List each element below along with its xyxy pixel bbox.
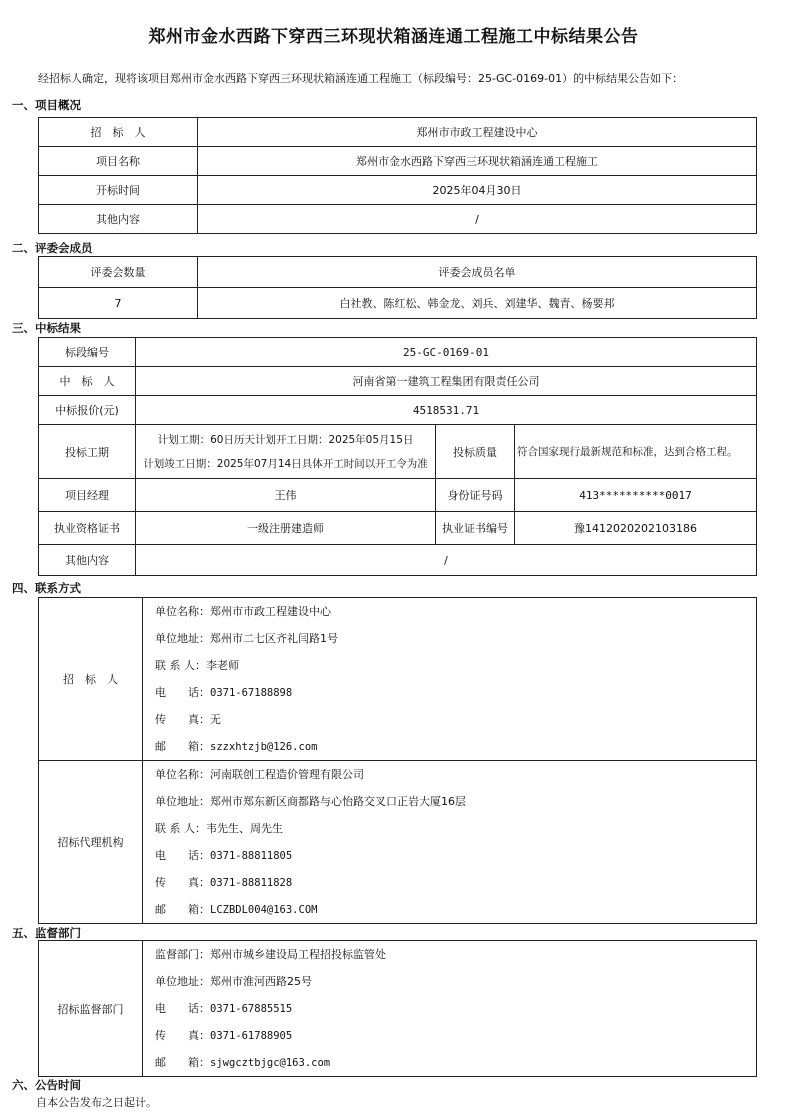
tenderer-contact-block (143, 598, 757, 761)
qualification-cert-value: 一级注册建造师 (136, 512, 436, 545)
committee-names-label: 评委会成员名单 (198, 257, 757, 288)
tenderer-person-line: 联 系 人：李老师 (155, 659, 239, 672)
winner-label: 中 标 人 (39, 367, 136, 396)
qualification-cert-label: 执业资格证书 (39, 512, 136, 545)
supervision-table (38, 940, 757, 1077)
result-other-label: 其他内容 (39, 545, 136, 576)
agency-contact-block (143, 761, 757, 924)
tenderer-email-line: 邮 箱：szzxhtzjb@126.com (155, 740, 318, 753)
agency-phone-line: 电 话：0371-88811805 (155, 849, 293, 862)
bid-period-line-2: 计划竣工日期：2025年07月14日具体开工时间以开工令为准 (143, 457, 428, 470)
cert-number-label: 执业证书编号 (436, 512, 515, 545)
agency-role-label: 招标代理机构 (39, 761, 143, 924)
tenderer-fax-line: 传 真：无 (155, 713, 221, 726)
committee-names-value: 白社教、陈红松、韩金龙、刘兵、刘建华、魏青、杨要邦 (198, 288, 757, 319)
bid-period-label: 投标工期 (39, 425, 136, 479)
bid-quality-value: 符合国家现行最新规范和标准，达到合格工程。 (515, 425, 757, 479)
bid-period-line-1: 计划工期：60日历天计划开工日期：2025年05月15日 (157, 433, 414, 446)
committee-count-value: 7 (39, 288, 198, 319)
tenderer-address-line: 单位地址：郑州市二七区齐礼闫路1号 (155, 632, 338, 645)
committee-count-label: 评委会数量 (39, 257, 198, 288)
supervision-contact-block (143, 941, 757, 1077)
project-manager-label: 项目经理 (39, 479, 136, 512)
section-heading-committee: 二、评委会成员 (12, 241, 93, 255)
project-manager-value: 王伟 (136, 479, 436, 512)
id-number-value: 413**********0017 (515, 479, 757, 512)
project-name-label: 项目名称 (39, 147, 198, 176)
winner-value: 河南省第一建筑工程集团有限责任公司 (136, 367, 757, 396)
tenderer-unit-line: 单位名称：郑州市市政工程建设中心 (155, 605, 331, 618)
agency-fax-line: 传 真：0371-88811828 (155, 876, 293, 889)
section-heading-notice-time: 六、公告时间 (12, 1078, 81, 1092)
tenderer-role-label: 招 标 人 (39, 598, 143, 761)
supervision-email-line: 邮 箱：sjwgcztbjgc@163.com (155, 1056, 331, 1069)
supervision-dept-line: 监督部门：郑州市城乡建设局工程招投标监管处 (155, 948, 386, 961)
tenderer-value: 郑州市市政工程建设中心 (198, 118, 757, 147)
opening-time-label: 开标时间 (39, 176, 198, 205)
project-name-value: 郑州市金水西路下穿西三环现状箱涵连通工程施工 (198, 147, 757, 176)
notice-time-text: 自本公告发布之日起计。 (36, 1096, 157, 1109)
section-heading-result: 三、中标结果 (12, 321, 81, 335)
agency-person-line: 联 系 人：韦先生、周先生 (155, 822, 283, 835)
supervision-fax-line: 传 真：0371-61788905 (155, 1029, 293, 1042)
overview-other-label: 其他内容 (39, 205, 198, 234)
bid-price-value: 4518531.71 (136, 396, 757, 425)
result-other-value: / (136, 545, 757, 576)
bid-period-value (136, 425, 436, 479)
bid-price-label: 中标报价(元) (39, 396, 136, 425)
tenderer-phone-line: 电 话：0371-67188898 (155, 686, 293, 699)
overview-other-value: / (198, 205, 757, 234)
overview-table (38, 117, 757, 234)
agency-unit-line: 单位名称：河南联创工程造价管理有限公司 (155, 768, 364, 781)
section-heading-overview: 一、项目概况 (12, 98, 81, 112)
section-heading-contacts: 四、联系方式 (12, 581, 81, 595)
section-no-value: 25-GC-0169-01 (136, 338, 757, 367)
contacts-table (38, 597, 757, 924)
page-title: 郑州市金水西路下穿西三环现状箱涵连通工程施工中标结果公告 (148, 27, 639, 47)
intro-paragraph: 经招标人确定，现将该项目郑州市金水西路下穿西三环现状箱涵连通工程施工（标段编号：25-GC-0169-01）的中标结果公告如下： (38, 72, 684, 85)
opening-time-value: 2025年04月30日 (198, 176, 757, 205)
supervision-phone-line: 电 话：0371-67885515 (155, 1002, 293, 1015)
agency-address-line: 单位地址：郑州市郑东新区商都路与心怡路交叉口正岩大厦16层 (155, 795, 466, 808)
section-heading-supervision: 五、监督部门 (12, 926, 81, 940)
supervision-role-label: 招标监督部门 (39, 941, 143, 1077)
supervision-address-line: 单位地址：郑州市淮河西路25号 (155, 975, 312, 988)
section-no-label: 标段编号 (39, 338, 136, 367)
committee-table (38, 256, 757, 319)
tenderer-label: 招 标 人 (39, 118, 198, 147)
bid-quality-label: 投标质量 (436, 425, 515, 479)
agency-email-line: 邮 箱：LCZBDL004@163.COM (155, 903, 318, 916)
cert-number-value: 豫1412020202103186 (515, 512, 757, 545)
result-table (38, 337, 757, 576)
id-number-label: 身份证号码 (436, 479, 515, 512)
